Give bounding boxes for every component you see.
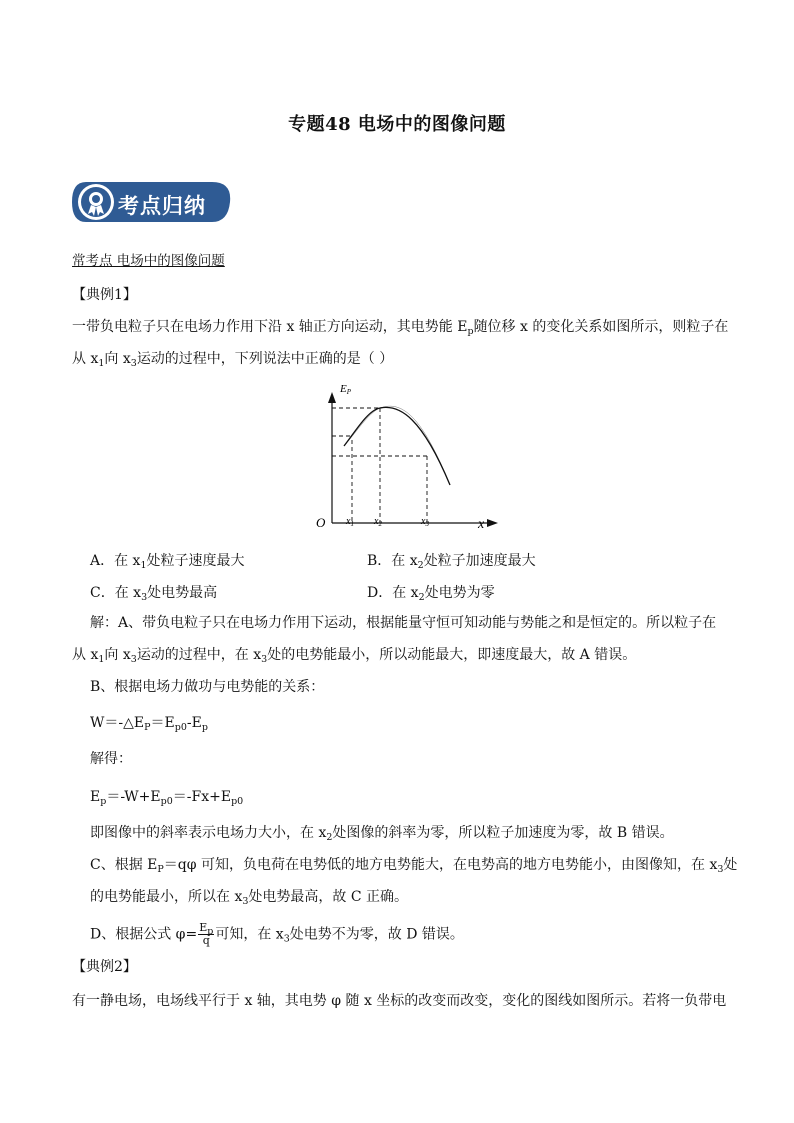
solution-line-d: D、根据公式 φ= $\frac{E_p}{q}$ 可知，在 $x_3$处电势不为零，故 D 错误。	[90, 921, 464, 947]
y-axis-label: EP	[340, 383, 352, 396]
x-axis-label: x	[478, 517, 485, 532]
tick-x1: $x_1$	[346, 516, 354, 528]
solution-equation-1: $W=-\triangle E_P=E_{p0}-E_p$	[90, 715, 208, 733]
solution-line-b2: 即图像中的斜率表示电场力大小，在 $x_2$处图像的斜率为零，所以粒子加速度为零，故 B 错误。	[90, 825, 674, 843]
solution-solve-label: 解得：	[90, 751, 132, 767]
example2-question-line1: 有一静电场，电场线平行于 x 轴，其电势 φ 随 x 坐标的改变而改变，变化的图线如图所示。若将一负带电	[72, 993, 727, 1009]
option-a: A．在 $x_1$处粒子速度最大	[90, 553, 245, 571]
solution-line-c2: 的电势能最小，所以在 $x_3$处电势最高，故 C 正确。	[90, 889, 409, 907]
solution-line-c1: C、根据 $E_P=q\varphi$ 可知，负电荷在电势低的地方电势能大，在电势高的地方电势能小，由图像知，在 $x_3$处	[90, 857, 738, 875]
tick-x2: $x_2$	[374, 516, 382, 528]
fraction-ep-over-q: $\frac{E_p}{q}$	[199, 921, 214, 947]
option-c: C．在 $x_3$处电势最高	[90, 585, 218, 603]
tick-x3: $x_3$	[421, 516, 429, 528]
page-title: 专题48 电场中的图像问题	[288, 114, 506, 135]
origin-label: O	[316, 515, 326, 530]
option-d: D．在 $x_2$处电势为零	[367, 585, 495, 603]
x-axis-arrow	[487, 519, 498, 527]
example1-question-line2: 从 $x_1$向 $x_3$运动的过程中，下列说法中正确的是（ ）	[72, 351, 394, 369]
badge-label: 考点归纳	[118, 194, 206, 218]
solution-line-b1: B、根据电场力做功与电势能的关系：	[90, 679, 325, 695]
example2-heading: 【典例2】	[72, 959, 137, 975]
ep-x-graph	[310, 378, 500, 538]
solution-line-a1: 解：A、带负电粒子只在电场力作用下运动，根据能量守恒可知动能与势能之和是恒定的。所以粒子在	[90, 615, 717, 631]
example1-heading: 【典例1】	[72, 287, 137, 303]
option-b: B．在 $x_2$处粒子加速度最大	[367, 553, 536, 571]
solution-line-a2: 从 $x_1$向 $x_3$运动的过程中，在 $x_3$处的电势能最小，所以动能最大，即速度最大，故 A 错误。	[72, 647, 637, 665]
example1-question-line1: 一带负电粒子只在电场力作用下沿 x 轴正方向运动，其电势能 $E_p$随位移 x 的变化关系如图所示，则粒子在	[72, 319, 729, 337]
ep-curve	[344, 407, 450, 485]
section-heading: 常考点 电场中的图像问题	[72, 253, 225, 269]
y-axis-arrow	[328, 392, 336, 403]
solution-equation-2: $E_p=-W+E_{p0}=-Fx+E_{p0}$	[90, 789, 244, 807]
